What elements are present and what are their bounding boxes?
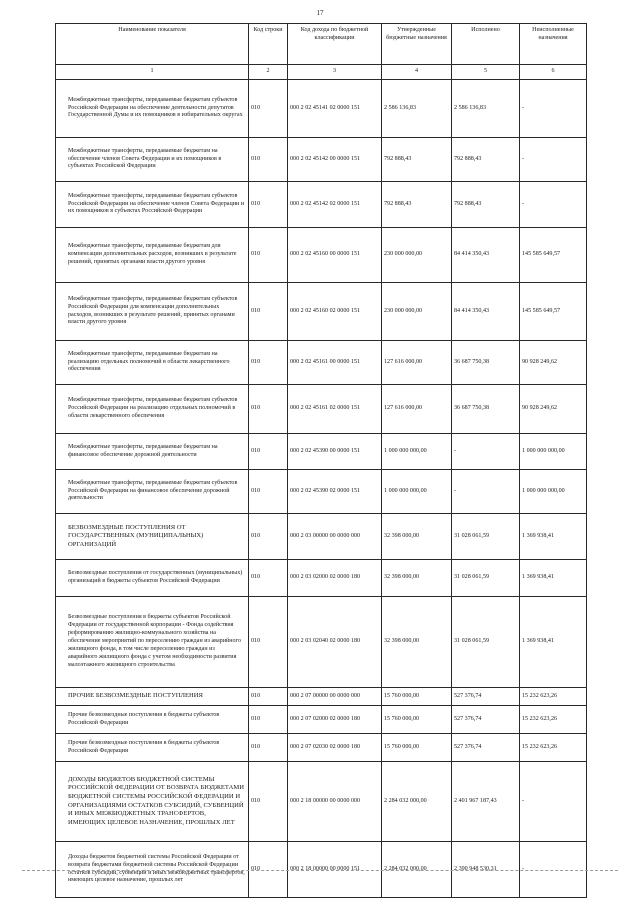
indicator-name-cell: Межбюджетные трансферты, передаваемые бюджетам на обеспечение членов Совета Федерации и их помощников в субъектах Российской Федерации xyxy=(56,138,249,182)
approved-amount-cell: 230 000 000,00 xyxy=(382,228,452,283)
income-code-cell: 000 2 03 02040 02 0000 180 xyxy=(288,597,382,688)
income-code-cell: 000 2 02 45160 02 0000 151 xyxy=(288,283,382,341)
column-header-executed: Исполнено xyxy=(452,24,520,65)
indicator-name-cell: Межбюджетные трансферты, передаваемые бюджетам субъектов Российской Федерации на обеспечение деятельности депутатов Государственной Думы и их помощников в избирательных округах xyxy=(56,80,249,138)
table-row xyxy=(56,734,587,762)
remaining-amount-cell: 1 369 938,41 xyxy=(520,514,587,560)
approved-amount-cell: 2 284 032 000,00 xyxy=(382,842,452,898)
approved-amount-cell: 15 760 000,00 xyxy=(382,706,452,734)
column-header-approved: Утвержденные бюджетные назначения xyxy=(382,24,452,65)
approved-amount-cell: 792 888,43 xyxy=(382,182,452,228)
remaining-amount-cell: - xyxy=(520,182,587,228)
column-number: 1 xyxy=(56,65,249,80)
remaining-amount-cell: 145 585 649,57 xyxy=(520,228,587,283)
income-code-cell: 000 2 18 00000 00 0000 151 xyxy=(288,842,382,898)
approved-amount-cell: 127 616 000,00 xyxy=(382,341,452,385)
line-code-cell: 010 xyxy=(249,762,288,842)
line-code-cell: 010 xyxy=(249,80,288,138)
table-row xyxy=(56,182,587,228)
line-code-cell: 010 xyxy=(249,514,288,560)
executed-amount-cell: 527 376,74 xyxy=(452,734,520,762)
approved-amount-cell: 1 000 000 000,00 xyxy=(382,434,452,470)
table-row xyxy=(56,434,587,470)
table-row xyxy=(56,283,587,341)
indicator-name-cell: Межбюджетные трансферты, передаваемые бюджетам на реализацию отдельных полномочий в области лекарственного обеспечения xyxy=(56,341,249,385)
executed-amount-cell: 2 390 948 530,31 xyxy=(452,842,520,898)
executed-amount-cell: 31 028 061,59 xyxy=(452,560,520,597)
approved-amount-cell: 32 398 000,00 xyxy=(382,514,452,560)
remaining-amount-cell: 15 232 623,26 xyxy=(520,688,587,706)
income-code-cell: 000 2 03 02000 02 0000 180 xyxy=(288,560,382,597)
income-code-cell: 000 2 07 02030 02 0000 180 xyxy=(288,734,382,762)
executed-amount-cell: 527 376,74 xyxy=(452,706,520,734)
executed-amount-cell: 31 028 061,59 xyxy=(452,597,520,688)
table-row xyxy=(56,138,587,182)
income-code-cell: 000 2 02 45142 02 0000 151 xyxy=(288,182,382,228)
table-row xyxy=(56,80,587,138)
income-code-cell: 000 2 02 45142 00 0000 151 xyxy=(288,138,382,182)
executed-amount-cell: 527 376,74 xyxy=(452,688,520,706)
executed-amount-cell: - xyxy=(452,470,520,514)
line-code-cell: 010 xyxy=(249,228,288,283)
approved-amount-cell: 2 284 032 000,00 xyxy=(382,762,452,842)
executed-amount-cell: 31 028 061,59 xyxy=(452,514,520,560)
revenue-table xyxy=(55,23,587,898)
remaining-amount-cell: 15 232 623,26 xyxy=(520,734,587,762)
indicator-name-cell: Межбюджетные трансферты, передаваемые бюджетам субъектов Российской Федерации на финансовое обеспечение дорожной деятельности xyxy=(56,470,249,514)
column-header-name: Наименование показателя xyxy=(56,24,249,65)
line-code-cell: 010 xyxy=(249,434,288,470)
column-number: 4 xyxy=(382,65,452,80)
line-code-cell: 010 xyxy=(249,341,288,385)
table-row xyxy=(56,341,587,385)
approved-amount-cell: 2 586 136,83 xyxy=(382,80,452,138)
table-row xyxy=(56,597,587,688)
line-code-cell: 010 xyxy=(249,597,288,688)
column-header-income-code: Код дохода по бюджетной классификации xyxy=(288,24,382,65)
approved-amount-cell: 127 616 000,00 xyxy=(382,385,452,434)
executed-amount-cell: 2 401 967 187,43 xyxy=(452,762,520,842)
column-number: 5 xyxy=(452,65,520,80)
income-code-cell: 000 2 03 00000 00 0000 000 xyxy=(288,514,382,560)
indicator-name-cell: Межбюджетные трансферты, передаваемые бюджетам субъектов Российской Федерации на реализацию отдельных полномочий в области лекарственного обеспечения xyxy=(56,385,249,434)
table-row xyxy=(56,514,587,560)
indicator-name-cell: Межбюджетные трансферты, передаваемые бюджетам субъектов Российской Федерации для компенсации дополнительных расходов, возникших в результате решений, принятых органами власти другого уровня xyxy=(56,283,249,341)
approved-amount-cell: 1 000 000 000,00 xyxy=(382,470,452,514)
executed-amount-cell: 84 414 350,43 xyxy=(452,283,520,341)
line-code-cell: 010 xyxy=(249,560,288,597)
page-number: 17 xyxy=(316,9,324,17)
approved-amount-cell: 792 888,43 xyxy=(382,138,452,182)
approved-amount-cell: 15 760 000,00 xyxy=(382,734,452,762)
table-row xyxy=(56,385,587,434)
income-code-cell: 000 2 02 45160 00 0000 151 xyxy=(288,228,382,283)
executed-amount-cell: 792 888,43 xyxy=(452,182,520,228)
executed-amount-cell: - xyxy=(452,434,520,470)
remaining-amount-cell: - xyxy=(520,138,587,182)
executed-amount-cell: 84 414 350,43 xyxy=(452,228,520,283)
header-row xyxy=(56,24,587,65)
income-code-cell: 000 2 02 45390 00 0000 151 xyxy=(288,434,382,470)
line-code-cell: 010 xyxy=(249,470,288,514)
income-code-cell: 000 2 07 02000 02 0000 180 xyxy=(288,706,382,734)
remaining-amount-cell: - xyxy=(520,762,587,842)
table-row xyxy=(56,688,587,706)
remaining-amount-cell: 1 369 938,41 xyxy=(520,597,587,688)
income-code-cell: 000 2 02 45390 02 0000 151 xyxy=(288,470,382,514)
indicator-name-cell: Межбюджетные трансферты, передаваемые бюджетам на финансовое обеспечение дорожной деятельности xyxy=(56,434,249,470)
table-row xyxy=(56,560,587,597)
remaining-amount-cell: - xyxy=(520,80,587,138)
indicator-name-cell: Межбюджетные трансферты, передаваемые бюджетам субъектов Российской Федерации на обеспечение членов Совета Федерации и их помощников в субъектах Российской Федерации xyxy=(56,182,249,228)
table-body xyxy=(56,80,587,898)
income-code-cell: 000 2 07 00000 00 0000 000 xyxy=(288,688,382,706)
column-number: 3 xyxy=(288,65,382,80)
table-row xyxy=(56,228,587,283)
remaining-amount-cell: 15 232 623,26 xyxy=(520,706,587,734)
approved-amount-cell: 32 398 000,00 xyxy=(382,560,452,597)
remaining-amount-cell: 90 928 249,62 xyxy=(520,341,587,385)
column-number: 2 xyxy=(249,65,288,80)
indicator-name-cell: ПРОЧИЕ БЕЗВОЗМЕЗДНЫЕ ПОСТУПЛЕНИЯ xyxy=(56,688,249,706)
remaining-amount-cell: 1 000 000 000,00 xyxy=(520,470,587,514)
indicator-name-cell: БЕЗВОЗМЕЗДНЫЕ ПОСТУПЛЕНИЯ ОТ ГОСУДАРСТВЕННЫХ (МУНИЦИПАЛЬНЫХ) ОРГАНИЗАЦИЙ xyxy=(56,514,249,560)
table-row xyxy=(56,470,587,514)
line-code-cell: 010 xyxy=(249,385,288,434)
column-header-remaining: Неисполненные назначения xyxy=(520,24,587,65)
remaining-amount-cell: - xyxy=(520,842,587,898)
indicator-name-cell: Безвозмездные поступления в бюджеты субъектов Российской Федерации от государственной корпорации - Фонда содействия реформированию жилищно-коммунального хозяйства на обеспечение мероприятий по переселению граждан из аварийного жилищного фонда, в том числе переселению граждан из аварийного жилищного фонда с учетом необходимости развития малоэтажного жилищного строительства xyxy=(56,597,249,688)
column-number: 6 xyxy=(520,65,587,80)
remaining-amount-cell: 90 928 249,62 xyxy=(520,385,587,434)
remaining-amount-cell: 145 585 649,57 xyxy=(520,283,587,341)
line-code-cell: 010 xyxy=(249,182,288,228)
indicator-name-cell: ДОХОДЫ БЮДЖЕТОВ БЮДЖЕТНОЙ СИСТЕМЫ РОССИЙСКОЙ ФЕДЕРАЦИИ ОТ ВОЗВРАТА БЮДЖЕТАМИ БЮДЖЕТНОЙ СИСТЕМЫ РОССИЙСКОЙ ФЕДЕРАЦИИ И ОРГАНИЗАЦИЯМИ ОСТАТКОВ СУБСИДИЙ, СУБВЕНЦИЙ И ИНЫХ МЕЖБЮДЖЕТНЫХ ТРАНСФЕРТОВ, ИМЕЮЩИХ ЦЕЛЕВОЕ НАЗНАЧЕНИЕ, ПРОШЛЫХ ЛЕТ xyxy=(56,762,249,842)
approved-amount-cell: 32 398 000,00 xyxy=(382,597,452,688)
column-header-line-code: Код строки xyxy=(249,24,288,65)
page-bottom-divider xyxy=(22,870,618,871)
approved-amount-cell: 230 000 000,00 xyxy=(382,283,452,341)
executed-amount-cell: 792 888,43 xyxy=(452,138,520,182)
remaining-amount-cell: 1 369 938,41 xyxy=(520,560,587,597)
income-code-cell: 000 2 02 45141 02 0000 151 xyxy=(288,80,382,138)
indicator-name-cell: Прочие безвозмездные поступления в бюджеты субъектов Российской Федерации xyxy=(56,734,249,762)
indicator-name-cell: Доходы бюджетов бюджетной системы Российской Федерации от возврата бюджетами бюджетной системы Российской Федерации остатков субсидий, субвенций и иных межбюджетных трансфертов, имеющих целевое назначение, прошлых лет xyxy=(56,842,249,898)
line-code-cell: 010 xyxy=(249,842,288,898)
table-row xyxy=(56,762,587,842)
remaining-amount-cell: 1 000 000 000,00 xyxy=(520,434,587,470)
line-code-cell: 010 xyxy=(249,283,288,341)
income-code-cell: 000 2 18 00000 00 0000 000 xyxy=(288,762,382,842)
income-code-cell: 000 2 02 45161 00 0000 151 xyxy=(288,341,382,385)
indicator-name-cell: Межбюджетные трансферты, передаваемые бюджетам для компенсации дополнительных расходов, возникших в результате решений, принятых органами власти другого уровня xyxy=(56,228,249,283)
indicator-name-cell: Безвозмездные поступления от государственных (муниципальных) организаций в бюджеты субъектов Российской Федерации xyxy=(56,560,249,597)
line-code-cell: 010 xyxy=(249,734,288,762)
line-code-cell: 010 xyxy=(249,138,288,182)
executed-amount-cell: 36 687 750,38 xyxy=(452,341,520,385)
executed-amount-cell: 2 586 136,83 xyxy=(452,80,520,138)
income-code-cell: 000 2 02 45161 02 0000 151 xyxy=(288,385,382,434)
table-row xyxy=(56,706,587,734)
approved-amount-cell: 15 760 000,00 xyxy=(382,688,452,706)
line-code-cell: 010 xyxy=(249,706,288,734)
indicator-name-cell: Прочие безвозмездные поступления в бюджеты субъектов Российской Федерации xyxy=(56,706,249,734)
line-code-cell: 010 xyxy=(249,688,288,706)
column-number-row xyxy=(56,65,587,80)
executed-amount-cell: 36 687 750,38 xyxy=(452,385,520,434)
